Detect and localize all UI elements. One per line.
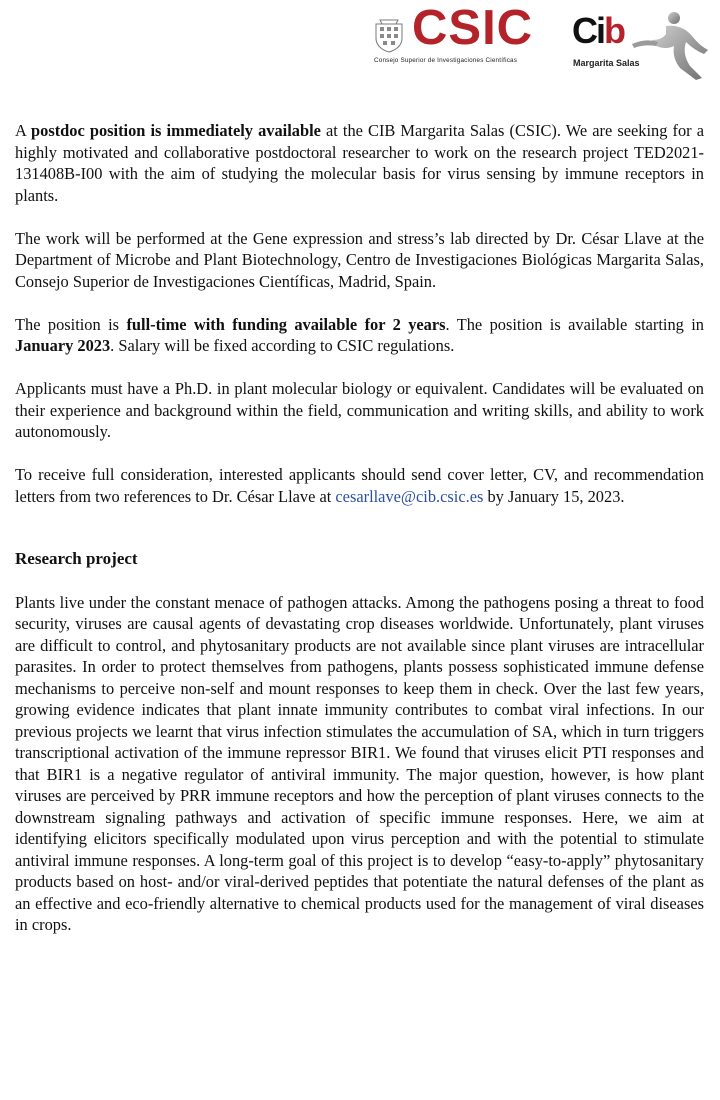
research-heading: Research project [15, 549, 138, 568]
requirements-paragraph: Applicants must have a Ph.D. in plant molecular biology or equivalent. Candidates will be evaluated on their experience and background within the field, communication and writing skills, and ability to work autonomously. [15, 379, 704, 441]
page-header [0, 0, 720, 100]
apply-paragraph: To receive full consideration, interested applicants should send cover letter, CV, and recommendation letters from two references to Dr. César Llave at cesarllave@cib.csic.es by January 15, 2023. [15, 465, 704, 506]
csic-subtitle: Consejo Superior de Investigaciones Científicas [374, 57, 518, 64]
intro-paragraph: A postdoc position is immediately available at the CIB Margarita Salas (CSIC). We are seeking for a highly motivated and collaborative postdoctoral researcher to work on the research project TED2021-131408B-I00 with the aim of studying the molecular basis for virus sensing by immune receptors in plants. [15, 121, 704, 205]
csic-logo [372, 1, 572, 70]
csic-emblem-icon [372, 16, 406, 54]
cib-subtitle: Margarita Salas [573, 58, 640, 68]
csic-wordmark: CSIC [412, 1, 534, 55]
contact-email-link[interactable]: cesarllave@cib.csic.es [335, 486, 484, 506]
position-start-emphasis: January 2023 [15, 336, 111, 355]
document-body [15, 120, 704, 936]
work-paragraph: The work will be performed at the Gene expression and stress’s lab directed by Dr. César Llave at the Department of Microbe and Plant Biotechnology, Centro de Investigaciones Biológicas Margarita Salas, Consejo Superior de Investigaciones Científicas, Madrid, Spain. [15, 228, 704, 291]
position-funding-emphasis: full-time with funding available for 2 years [126, 314, 446, 334]
runner-figure-icon [622, 10, 712, 82]
position-paragraph: The position is full-time with funding available for 2 years. The position is available starting in January 2023. Salary will be fixed according to CSIC regulations. [15, 314, 704, 355]
cib-wordmark: Cib [572, 10, 625, 51]
research-paragraph: Plants live under the constant menace of pathogen attacks. Among the pathogens posing a threat to food security, viruses are causal agents of devastating crop diseases worldwide. Unfortunately, plant viruses are difficult to control, and phytosanitary products are not available since plant viruses are intracellular parasites. In order to protect themselves from pathogens, plants possess sophisticated immune defense mechanisms to perceive non-self and mount responses to keep them in check. Over the last few years, growing evidence indicates that plant innate immunity contributes to combat viral infections. In our previous projects we learnt that virus infection stimulates the accumulation of SA, which in turn triggers transcriptional activation of the immune repressor BIR1. We found that viruses elicit PTI responses and that BIR1 is a negative regulator of antiviral immunity. The major question, however, is how plant viruses are perceived by PRR immune receptors and how the perception of plant viruses connects to the downstream signaling pathways and activation of specific immune responses. Here, we aim at identifying elicitors specifically modulated upon virus perception and with the potential to stimulate antiviral immune responses. A long-term goal of this project is to develop “easy-to-apply” phytosanitary products based on host- and/or viral-derived peptides that potentiate the natural defenses of the plant as an effective and eco-friendly alternative to chemical products used for the management of viral diseases in crops. [15, 592, 704, 934]
cib-logo [572, 10, 712, 82]
intro-emphasis: postdoc position is immediately available [31, 121, 321, 140]
